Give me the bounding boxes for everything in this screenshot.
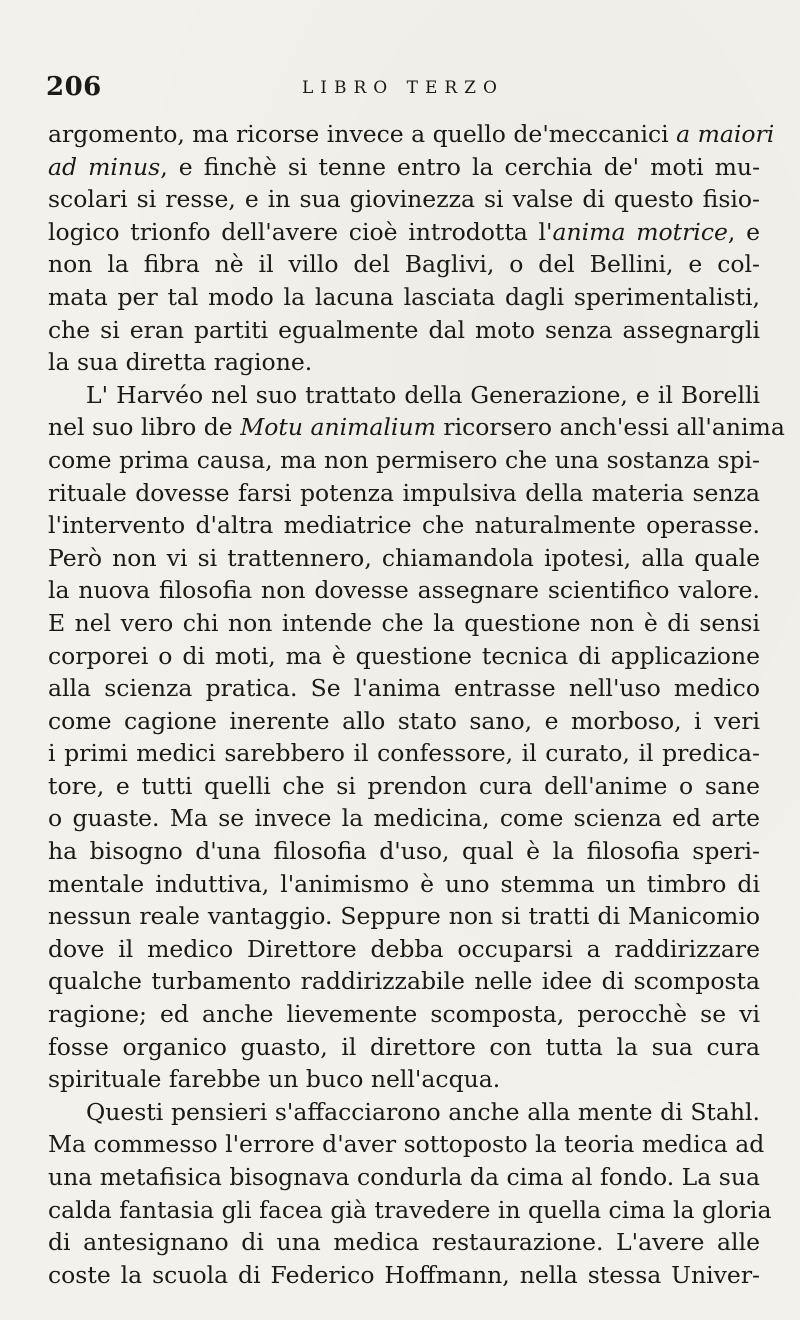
text-line bbox=[48, 151, 760, 184]
text-segment: Però non vi si trattennero, chiamandola ipotesi, alla quale bbox=[48, 543, 760, 572]
text-segment: scolari si resse, e in sua giovinezza si valse di questo fisio- bbox=[48, 185, 760, 214]
text-line bbox=[48, 900, 760, 933]
text-line bbox=[48, 216, 760, 249]
text-line bbox=[48, 509, 760, 542]
text-line bbox=[48, 314, 760, 347]
text-line bbox=[48, 607, 760, 640]
running-head: LIBRO TERZO bbox=[302, 78, 504, 98]
text-line bbox=[48, 1096, 760, 1129]
text-line bbox=[48, 411, 785, 444]
text-segment: che si eran partiti egualmente dal moto senza assegnargli bbox=[48, 315, 760, 344]
italic-text: Motu animalium bbox=[240, 413, 436, 442]
text-line bbox=[48, 802, 760, 835]
text-line bbox=[48, 933, 760, 966]
text-segment: nel suo libro de bbox=[48, 413, 241, 442]
text-segment: come prima causa, ma non permisero che una sostanza spi- bbox=[48, 445, 760, 474]
text-segment: una metafisica bisognava condurla da cima al fondo. La sua bbox=[48, 1163, 760, 1191]
text-segment: la sua diretta ragione. bbox=[48, 348, 313, 377]
text-segment: rituale dovesse farsi potenza impulsiva della materia senza bbox=[48, 478, 760, 507]
text-line bbox=[48, 737, 760, 770]
text-segment: argomento, ma ricorse invece a quello de'meccanici bbox=[48, 120, 677, 148]
text-line bbox=[48, 868, 760, 901]
italic-text: ad minus bbox=[48, 152, 161, 181]
text-segment: coste la scuola di Federico Hoffmann, nella stessa Univer- bbox=[48, 1260, 760, 1289]
text-line bbox=[48, 281, 760, 314]
text-segment: dove il medico Direttore debba occuparsi a raddirizzare bbox=[48, 934, 760, 963]
text-segment: l'intervento d'altra mediatrice che naturalmente operasse. bbox=[48, 511, 760, 540]
text-line bbox=[48, 379, 760, 412]
text-segment: qualche turbamento raddirizzabile nelle idee di scomposta bbox=[48, 967, 760, 996]
text-segment: ragione; ed anche lievemente scomposta, perocchè se vi bbox=[48, 1000, 760, 1029]
text-segment: alla scienza pratica. Se l'anima entrasse nell'uso medico bbox=[48, 674, 760, 703]
text-segment: L' Harvéo nel suo trattato della Generazione, e il Borelli bbox=[86, 380, 760, 409]
text-line bbox=[48, 1031, 760, 1064]
text-segment: corporei o di moti, ma è questione tecnica di applicazione bbox=[48, 641, 760, 670]
text-line bbox=[48, 248, 760, 281]
text-segment: calda fantasia gli facea già travedere in quella cima la gloria bbox=[48, 1195, 772, 1224]
text-segment: la nuova filosofia non dovesse assegnare scientifico valore. bbox=[48, 576, 760, 605]
text-segment: mentale induttiva, l'animismo è uno stemma un timbro di bbox=[48, 869, 760, 898]
text-segment: non la fibra nè il villo del Baglivi, o del Bellini, e col- bbox=[48, 250, 760, 279]
page-header bbox=[46, 66, 756, 110]
text-line bbox=[48, 965, 760, 998]
text-segment: logico trionfo dell'avere cioè introdotta l' bbox=[48, 217, 553, 246]
text-line bbox=[48, 672, 760, 705]
text-line bbox=[48, 346, 760, 379]
text-segment: tore, e tutti quelli che si prendon cura dell'anime o sane bbox=[48, 771, 760, 800]
body-text bbox=[48, 118, 785, 1291]
text-line bbox=[48, 1226, 760, 1259]
text-line bbox=[48, 1128, 765, 1161]
text-segment: come cagione inerente allo stato sano, e morboso, i veri bbox=[48, 706, 760, 735]
text-line bbox=[48, 477, 760, 510]
text-line bbox=[48, 542, 760, 575]
text-segment: i primi medici sarebbero il confessore, il curato, il predica- bbox=[48, 739, 760, 768]
text-segment: ricorsero anch'essi all'anima bbox=[435, 413, 785, 442]
italic-text: a maiori bbox=[676, 120, 775, 148]
text-line bbox=[48, 1194, 772, 1227]
text-segment: Questi pensieri s'affacciarono anche alla mente di Stahl. bbox=[86, 1097, 760, 1126]
text-line bbox=[48, 640, 760, 673]
text-segment: spirituale farebbe un buco nell'acqua. bbox=[48, 1065, 501, 1094]
text-segment: E nel vero chi non intende che la questione non è di sensi bbox=[48, 608, 760, 637]
text-line bbox=[48, 998, 760, 1031]
text-segment: nessun reale vantaggio. Seppure non si tratti di Manicomio bbox=[48, 902, 760, 931]
page-number: 206 bbox=[46, 72, 102, 102]
text-segment: o guaste. Ma se invece la medicina, come scienza ed arte bbox=[48, 804, 760, 833]
text-line bbox=[48, 574, 760, 607]
text-line bbox=[48, 183, 760, 216]
text-segment: fosse organico guasto, il direttore con tutta la sua cura bbox=[48, 1032, 760, 1061]
text-line bbox=[48, 444, 760, 477]
text-segment: , e bbox=[727, 217, 760, 246]
text-line bbox=[48, 705, 760, 738]
text-segment: ha bisogno d'una filosofia d'uso, qual è la filosofia speri- bbox=[48, 837, 760, 866]
text-line bbox=[48, 118, 775, 151]
text-segment: mata per tal modo la lacuna lasciata dagli sperimentalisti, bbox=[48, 282, 760, 311]
text-line bbox=[48, 1161, 760, 1194]
text-line bbox=[48, 1259, 760, 1292]
text-line bbox=[48, 835, 760, 868]
text-segment: di antesignano di una medica restaurazione. L'avere alle bbox=[48, 1228, 760, 1257]
text-segment: , e finchè si tenne entro la cerchia de' moti mu- bbox=[160, 152, 761, 181]
italic-text: anima motrice bbox=[552, 217, 728, 246]
text-line bbox=[48, 770, 760, 803]
text-line bbox=[48, 1063, 760, 1096]
text-segment: Ma commesso l'errore d'aver sottoposto la teoria medica ad bbox=[48, 1130, 765, 1159]
